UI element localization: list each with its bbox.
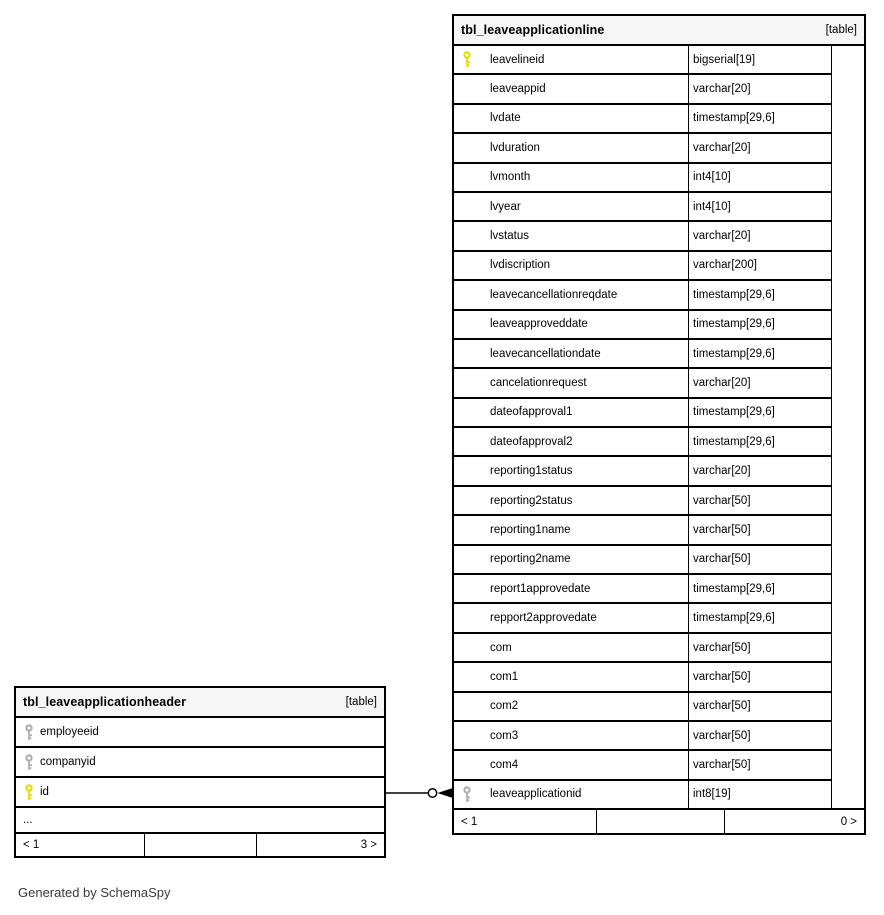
column-name-cell xyxy=(454,311,689,338)
column-name: leaveapplicationid xyxy=(490,788,582,801)
table-type-badge: [table] xyxy=(345,696,377,708)
key-icon-placeholder xyxy=(454,604,490,631)
column-type-cell xyxy=(689,369,831,396)
column-name: report1approvedate xyxy=(490,582,591,595)
column-name: leaveapproveddate xyxy=(490,318,588,331)
column-type-cell xyxy=(689,546,831,573)
column-type: int4[10] xyxy=(693,171,731,184)
column-row-lvduration xyxy=(454,134,831,163)
key-icon-placeholder xyxy=(454,693,490,720)
column-type: timestamp[29,6] xyxy=(693,612,775,625)
key-icon-placeholder xyxy=(454,369,490,396)
footer-child-count: 0 > xyxy=(840,815,857,828)
column-name: leavecancellationreqdate xyxy=(490,288,618,301)
key-icon-placeholder xyxy=(454,663,490,690)
column-type-cell xyxy=(689,604,831,631)
column-name: lvyear xyxy=(490,200,521,213)
column-type: timestamp[29,6] xyxy=(693,288,775,301)
column-type: varchar[200] xyxy=(693,259,757,272)
column-row-reporting2name xyxy=(454,546,831,575)
column-row-lvyear xyxy=(454,193,831,222)
column-type-cell xyxy=(689,634,831,661)
table-columns xyxy=(454,46,864,808)
column-name: com2 xyxy=(490,700,519,713)
column-name-cell xyxy=(454,751,689,778)
table-type-badge: [table] xyxy=(825,24,857,36)
column-name: id xyxy=(40,786,49,798)
key-icon-placeholder xyxy=(454,311,490,338)
foreign-key-icon xyxy=(454,781,490,808)
column-name-cell xyxy=(454,634,689,661)
table-header[interactable] xyxy=(16,688,384,718)
primary-key-icon xyxy=(16,778,40,806)
column-type-cell xyxy=(689,457,831,484)
table-footer xyxy=(16,832,384,856)
column-type-cell xyxy=(689,164,831,191)
column-name-cell xyxy=(454,428,689,455)
column-type: timestamp[29,6] xyxy=(693,582,775,595)
foreign-key-icon xyxy=(16,718,40,746)
column-name-cell xyxy=(454,781,689,808)
key-icon-placeholder xyxy=(454,751,490,778)
column-row-leaveapplicationid xyxy=(454,781,831,808)
column-name-cell xyxy=(454,340,689,367)
column-type-cell xyxy=(689,575,831,602)
table-header[interactable] xyxy=(454,16,864,46)
column-type-cell xyxy=(689,781,831,808)
column-name: repport2approvedate xyxy=(490,612,597,625)
column-row-reporting2status xyxy=(454,487,831,516)
column-type-cell xyxy=(689,399,831,426)
column-name: lvmonth xyxy=(490,171,531,184)
column-row-com4 xyxy=(454,751,831,780)
column-type: varchar[50] xyxy=(693,729,751,742)
key-icon-placeholder xyxy=(454,516,490,543)
column-row-dateofapproval1 xyxy=(454,399,831,428)
column-row-com xyxy=(454,634,831,663)
column-name-cell xyxy=(16,748,384,776)
column-name: dateofapproval1 xyxy=(490,406,573,419)
column-name-cell xyxy=(454,457,689,484)
column-row-lvdate xyxy=(454,105,831,134)
key-icon-placeholder xyxy=(454,428,490,455)
column-type-cell xyxy=(689,340,831,367)
column-name-cell xyxy=(454,75,689,102)
column-name: leaveappid xyxy=(490,83,546,96)
column-name-cell xyxy=(454,105,689,132)
column-row-lvdiscription xyxy=(454,252,831,281)
column-name-cell xyxy=(454,46,689,73)
key-icon-placeholder xyxy=(454,487,490,514)
key-icon-placeholder xyxy=(454,457,490,484)
column-row-id xyxy=(16,778,384,808)
column-name-cell xyxy=(454,369,689,396)
column-type-cell xyxy=(689,105,831,132)
column-name: lvduration xyxy=(490,141,540,154)
key-icon-placeholder xyxy=(454,222,490,249)
column-type: timestamp[29,6] xyxy=(693,435,775,448)
column-type: varchar[50] xyxy=(693,670,751,683)
footer-spacer-cell xyxy=(145,834,257,856)
column-row-com3 xyxy=(454,722,831,751)
column-name: dateofapproval2 xyxy=(490,435,573,448)
column-name: leavelineid xyxy=(490,53,545,66)
key-icon-placeholder xyxy=(454,75,490,102)
key-icon-placeholder xyxy=(454,105,490,132)
column-name-cell xyxy=(454,516,689,543)
column-name-cell xyxy=(16,718,384,746)
column-row-dateofapproval2 xyxy=(454,428,831,457)
column-type: varchar[50] xyxy=(693,759,751,772)
column-row-leavelineid xyxy=(454,46,831,75)
key-icon-placeholder xyxy=(454,399,490,426)
column-row-reporting1name xyxy=(454,516,831,545)
generated-by-caption: Generated by SchemaSpy xyxy=(18,885,171,900)
table-title[interactable]: tbl_leaveapplicationline xyxy=(461,23,605,37)
column-type: bigserial[19] xyxy=(693,53,756,66)
footer-spacer-cell xyxy=(597,810,725,833)
column-row-lvstatus xyxy=(454,222,831,251)
column-name: com3 xyxy=(490,729,519,742)
column-name: companyid xyxy=(40,756,96,768)
column-type-cell xyxy=(689,428,831,455)
column-name-cell xyxy=(16,778,384,806)
column-row-reporting1status xyxy=(454,457,831,486)
more-columns-indicator: ... xyxy=(23,814,33,826)
column-name: lvdate xyxy=(490,112,521,125)
column-row-lvmonth xyxy=(454,164,831,193)
column-type: varchar[50] xyxy=(693,700,751,713)
column-name-cell xyxy=(454,134,689,161)
column-name: reporting1status xyxy=(490,465,573,478)
column-name-cell xyxy=(454,722,689,749)
column-type: varchar[20] xyxy=(693,465,751,478)
column-name: reporting2name xyxy=(490,553,571,566)
column-type-cell xyxy=(689,693,831,720)
key-icon-placeholder xyxy=(454,575,490,602)
column-type: varchar[50] xyxy=(693,553,751,566)
column-name-cell xyxy=(454,193,689,220)
column-type-cell xyxy=(689,222,831,249)
column-row-employeeid xyxy=(16,718,384,748)
column-row-companyid xyxy=(16,748,384,778)
column-name: leavecancellationdate xyxy=(490,347,601,360)
column-name: employeeid xyxy=(40,726,99,738)
column-type: int4[10] xyxy=(693,200,731,213)
column-type-cell xyxy=(689,75,831,102)
table-columns xyxy=(16,718,384,832)
key-icon-placeholder xyxy=(454,134,490,161)
column-row-report1approvedate xyxy=(454,575,831,604)
key-icon-placeholder xyxy=(454,193,490,220)
column-type: varchar[20] xyxy=(693,230,751,243)
table-tbl-leaveapplicationline xyxy=(452,14,866,835)
column-row-leaveapproveddate xyxy=(454,311,831,340)
table-tbl-leaveapplicationheader xyxy=(14,686,386,858)
column-type: timestamp[29,6] xyxy=(693,112,775,125)
column-row-com2 xyxy=(454,693,831,722)
fk-connector xyxy=(384,783,454,803)
column-type: timestamp[29,6] xyxy=(693,406,775,419)
primary-key-icon xyxy=(454,46,490,73)
column-name-cell xyxy=(454,604,689,631)
column-type-cell xyxy=(689,281,831,308)
column-type: varchar[50] xyxy=(693,494,751,507)
column-type-cell xyxy=(689,311,831,338)
column-name: cancelationrequest xyxy=(490,376,587,389)
column-name: com xyxy=(490,641,512,654)
column-type-cell xyxy=(689,487,831,514)
column-name: lvstatus xyxy=(490,230,529,243)
column-name: lvdiscription xyxy=(490,259,551,272)
column-name: com4 xyxy=(490,759,519,772)
column-type-cell xyxy=(689,252,831,279)
column-type-cell xyxy=(689,722,831,749)
key-icon-placeholder xyxy=(454,340,490,367)
column-type: varchar[20] xyxy=(693,141,751,154)
column-name-cell xyxy=(454,399,689,426)
column-type-cell xyxy=(689,751,831,778)
column-type: timestamp[29,6] xyxy=(693,318,775,331)
column-name-cell xyxy=(454,222,689,249)
column-name-cell xyxy=(454,252,689,279)
key-icon-placeholder xyxy=(454,634,490,661)
column-type-cell xyxy=(689,134,831,161)
key-icon-placeholder xyxy=(454,164,490,191)
footer-parent-count: < 1 xyxy=(454,810,597,833)
column-type-cell xyxy=(689,46,831,73)
column-row-leaveappid xyxy=(454,75,831,104)
column-type: varchar[50] xyxy=(693,641,751,654)
footer-parent-count: < 1 xyxy=(16,834,145,856)
column-row-cancelationrequest xyxy=(454,369,831,398)
column-row-more xyxy=(16,808,384,832)
column-name: reporting1name xyxy=(490,523,571,536)
footer-child-count: 3 > xyxy=(360,839,377,851)
column-type-cell xyxy=(689,193,831,220)
column-name-cell xyxy=(454,663,689,690)
key-icon-placeholder xyxy=(454,281,490,308)
foreign-key-icon xyxy=(16,748,40,776)
column-name-cell xyxy=(454,575,689,602)
table-footer xyxy=(454,808,864,833)
column-name-cell xyxy=(454,164,689,191)
column-row-leavecancellationreqdate xyxy=(454,281,831,310)
column-type-cell xyxy=(689,663,831,690)
table-title[interactable]: tbl_leaveapplicationheader xyxy=(23,695,187,709)
column-name: reporting2status xyxy=(490,494,573,507)
column-type: varchar[20] xyxy=(693,83,751,96)
key-icon-placeholder xyxy=(454,252,490,279)
column-name-cell xyxy=(454,487,689,514)
column-type: varchar[20] xyxy=(693,376,751,389)
column-type: timestamp[29,6] xyxy=(693,347,775,360)
column-type: varchar[50] xyxy=(693,523,751,536)
column-name-cell xyxy=(454,546,689,573)
key-icon-placeholder xyxy=(454,722,490,749)
column-name-cell xyxy=(454,281,689,308)
column-name: com1 xyxy=(490,670,519,683)
column-type-cell xyxy=(689,516,831,543)
column-row-leavecancellationdate xyxy=(454,340,831,369)
column-row-com1 xyxy=(454,663,831,692)
column-type: int8[19] xyxy=(693,788,731,801)
key-icon-placeholder xyxy=(454,546,490,573)
column-row-repport2approvedate xyxy=(454,604,831,633)
column-name-cell xyxy=(454,693,689,720)
